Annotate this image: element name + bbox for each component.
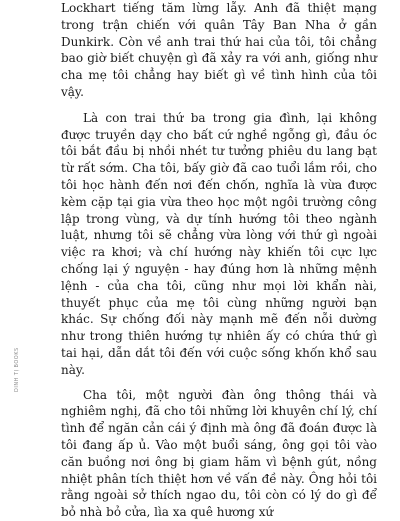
paragraph-gap — [61, 379, 377, 387]
paragraph-gap — [61, 101, 377, 110]
paragraph-2: Là con trai thứ ba trong gia đình, lại không được truyền dạy cho bất cứ nghề ngỗng gì, đầu óc tôi bắt đầu bị nhồi nhét tư tưởng phiêu du lang bạt từ rất sớm. Cha tôi, bấy giờ đã cao tuổi lắm rồi, cho tôi học hành đến nơi đến chốn, nghĩa là vừa được kèm cặp tại gia vừa theo học một ngôi trường công lập trong vùng, và dự tính hướng tôi theo ngành luật, nhưng tôi sẽ chẳng vừa lòng với thứ gì ngoài việc ra khơi; và chí hướng này khiến tôi cực lực chống lại ý nguyện - hay đúng hơn là những mệnh lệnh - của cha tôi, cũng như mọi lời khẩn nài, thuyết phục của mẹ tôi cùng những người bạn khác. Sự chống đối này mạnh mẽ đến nỗi dường như trong thiên hướng tự nhiên ấy có chứa thứ gì tai hại, dẫn dắt tôi đến với cuộc sống khốn khổ sau này. — [61, 110, 377, 377]
publisher-side-mark: DINH TỊ BOOKS — [14, 347, 20, 392]
paragraph-1: Lockhart tiếng tăm lừng lẫy. Anh đã thiệt mạng trong trận chiến với quân Tây Ban Nha ở gần Dunkirk. Còn về anh trai thứ hai của tôi, tôi chẳng bao giờ biết chuyện gì đã xảy ra với anh, giống như cha mẹ tôi chẳng hay biết gì về tình hình của tôi vậy. — [61, 1, 377, 99]
paragraph-3: Cha tôi, một người đàn ông thông thái và nghiêm nghị, đã cho tôi những lời khuyên chí lý, chí tình để ngăn cản cái ý định mà ông đã đoán được là tôi đang ấp ủ. Vào một buổi sáng, ông gọi tôi vào căn buồng nơi ông bị giam hãm vì bệnh gút, nồng nhiệt phân tích thiệt hơn về vấn đề này. Ông hỏi tôi rằng ngoài sở thích ngao du, tôi còn có lý do gì để bỏ nhà bỏ cửa, lìa xa quê hương xứ — [61, 387, 377, 520]
book-page-body — [61, 0, 377, 521]
